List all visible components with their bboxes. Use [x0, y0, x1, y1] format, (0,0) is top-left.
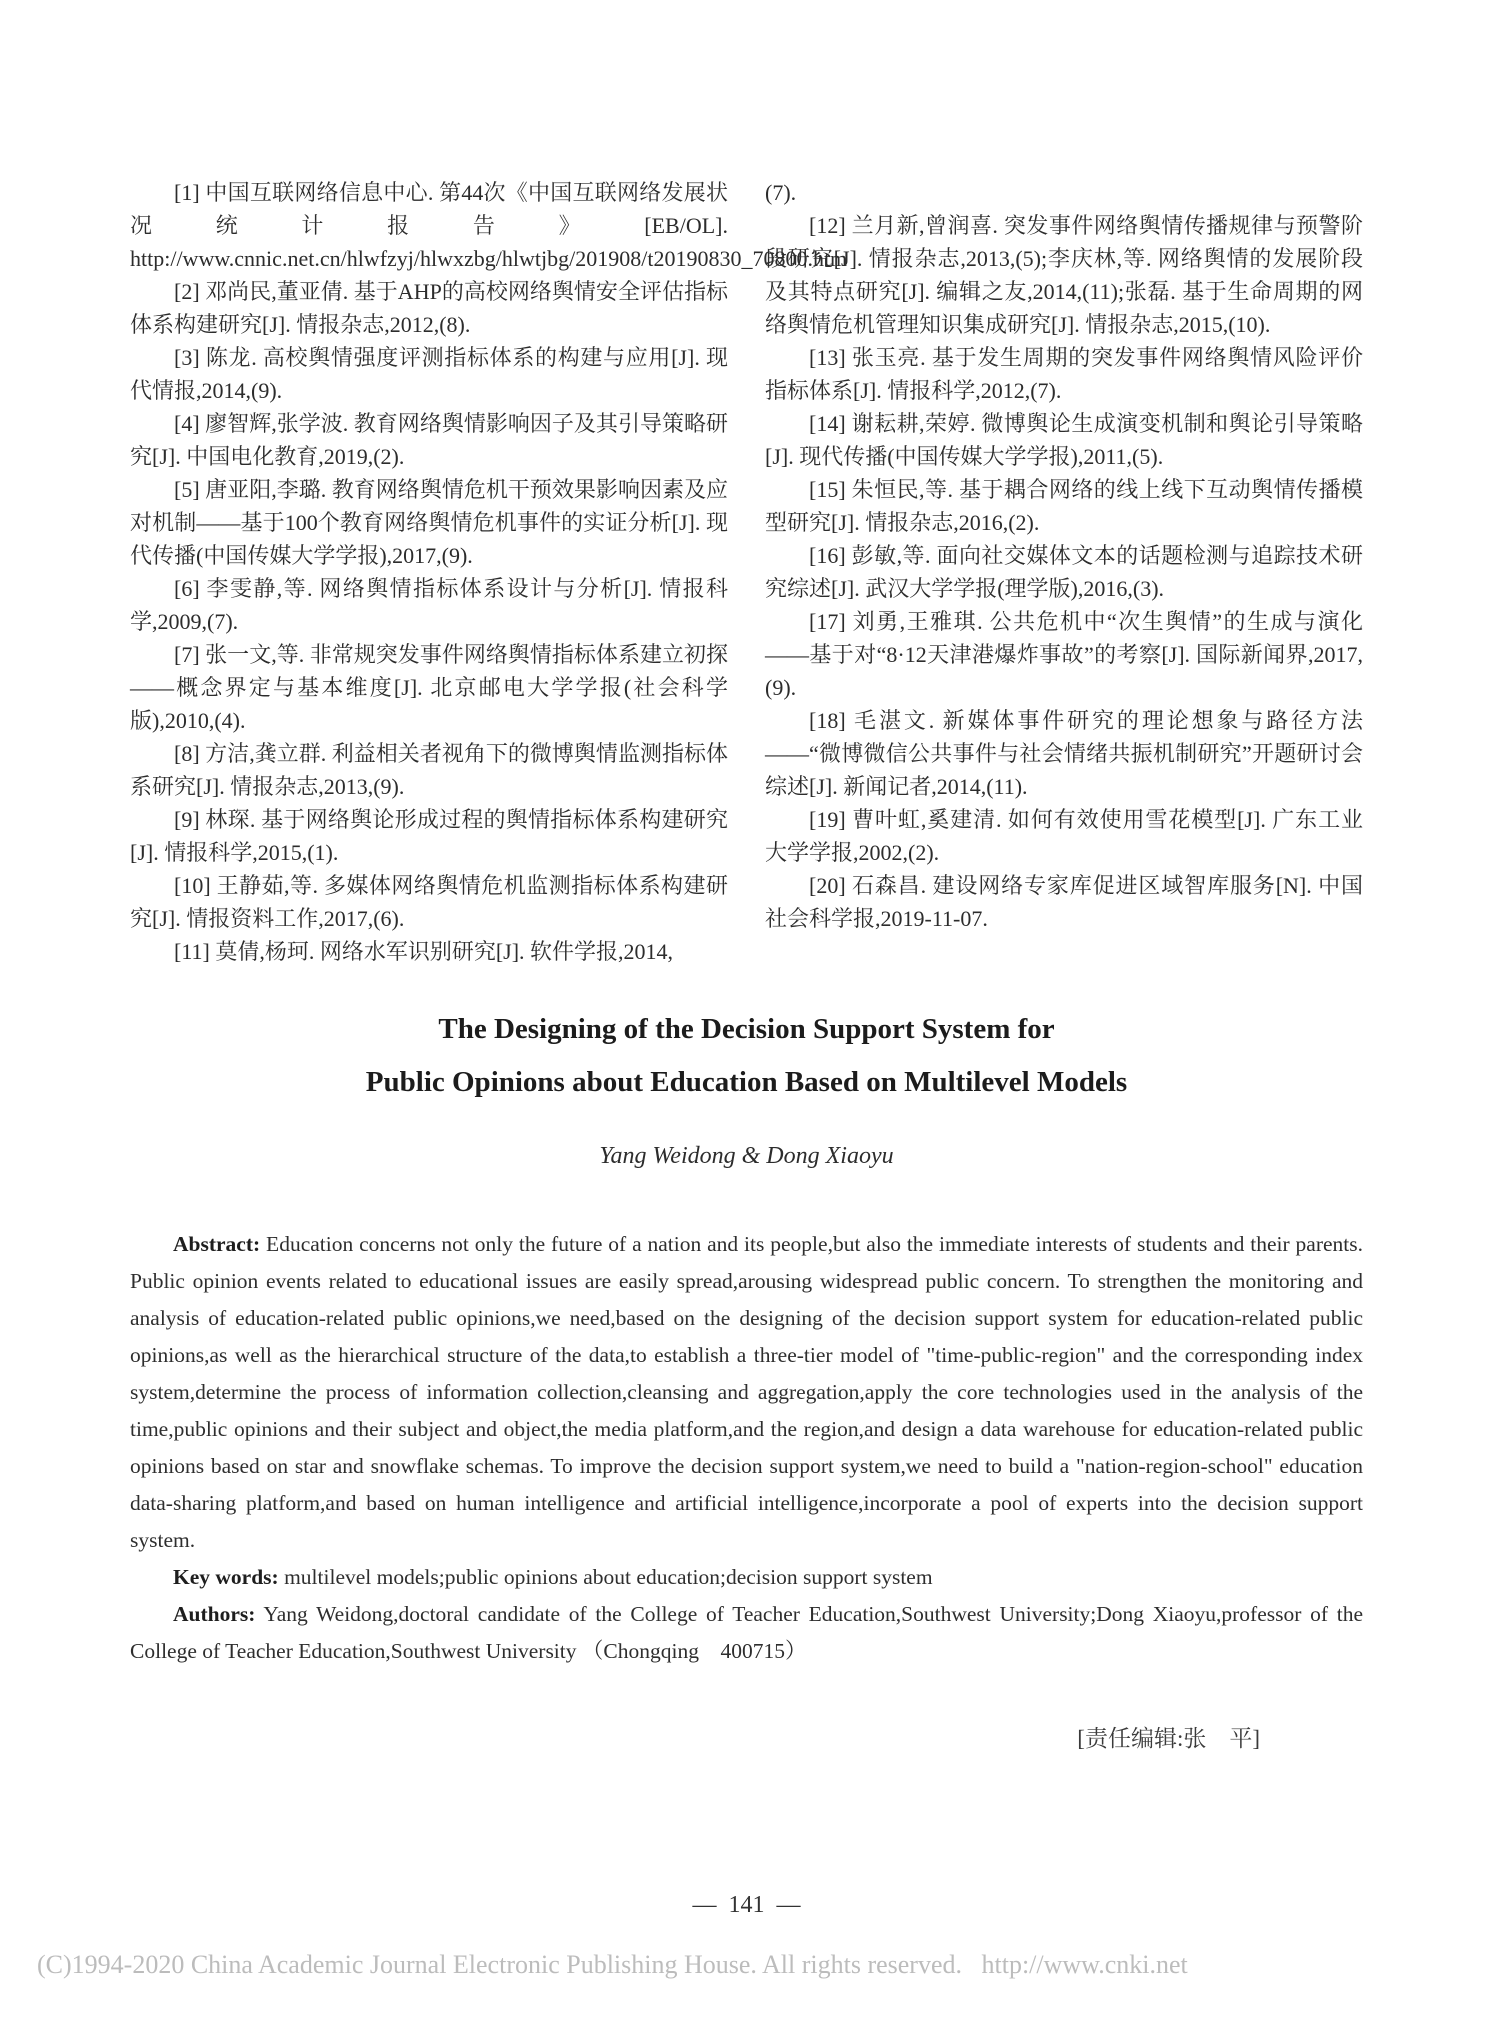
reference-item: [4] 廖智辉,张学波. 教育网络舆情影响因子及其引导策略研究[J]. 中国电化教育,2019,(2).	[130, 411, 728, 469]
keywords-label: Key words:	[173, 1565, 279, 1589]
reference-item: [6] 李雯静,等. 网络舆情指标体系设计与分析[J]. 情报科学,2009,(7).	[130, 576, 728, 634]
reference-item: [2] 邓尚民,董亚倩. 基于AHP的高校网络舆情安全评估指标体系构建研究[J]. 情报杂志,2012,(8).	[130, 279, 728, 337]
reference-item: [17] 刘勇,王雅琪. 公共危机中“次生舆情”的生成与演化——基于对“8·12天津港爆炸事故”的考察[J]. 国际新闻界,2017,(9).	[765, 609, 1363, 700]
article-byline: Yang Weidong & Dong Xiaoyu	[599, 1143, 894, 1169]
authors-label: Authors:	[173, 1602, 256, 1626]
reference-continuation: (7).	[765, 180, 797, 205]
reference-item: [8] 方洁,龚立群. 利益相关者视角下的微博舆情监测指标体系研究[J]. 情报杂志,2013,(9).	[130, 741, 728, 799]
reference-item: [5] 唐亚阳,李璐. 教育网络舆情危机干预效果影响因素及应对机制——基于100个教育网络舆情危机事件的实证分析[J]. 现代传播(中国传媒大学学报),2017,(9).	[130, 477, 728, 568]
keywords-text: multilevel models;public opinions about education;decision support system	[278, 1565, 933, 1589]
reference-item: [15] 朱恒民,等. 基于耦合网络的线上线下互动舆情传播模型研究[J]. 情报杂志,2016,(2).	[765, 477, 1363, 535]
reference-item: [14] 谢耘耕,荣婷. 微博舆论生成演变机制和舆论引导策略[J]. 现代传播(中国传媒大学学报),2011,(5).	[765, 411, 1363, 469]
abstract-text: Education concerns not only the future of a nation and its people,but also the immediate interests of students and their parents. Public opinion events related to educational issues are easily spread,arousing widespread public concern. To strengthen the monitoring and analysis of education-related public opinions,we need,based on the designing of the decision support system for education-related public opinions,as well as the hierarchical structure of the data,to establish a three-tier model of "time-public-region" and the corresponding index system,determine the process of information collection,cleansing and aggregation,apply the core technologies used in the analysis of the time,public opinions and their subject and object,the media platform,and the region,and design a data warehouse for education-related public opinions based on star and snowflake schemas. To improve the decision support system,we need to build a "nation-region-school" education data-sharing platform,and based on human intelligence and artificial intelligence,incorporate a pool of experts into the decision support system.	[130, 1232, 1363, 1552]
reference-item: [10] 王静茹,等. 多媒体网络舆情危机监测指标体系构建研究[J]. 情报资料工作,2017,(6).	[130, 873, 728, 931]
page-number: — 141 —	[692, 1892, 801, 1918]
title-line-1: The Designing of the Decision Support System for	[438, 1013, 1055, 1045]
keywords-paragraph	[130, 1559, 1363, 1596]
references-section	[130, 176, 1363, 968]
reference-item: [18] 毛湛文. 新媒体事件研究的理论想象与路径方法——“微博微信公共事件与社会情绪共振机制研究”开题研讨会综述[J]. 新闻记者,2014,(11).	[765, 708, 1363, 799]
authors-text: Yang Weidong,doctoral candidate of the College of Teacher Education,Southwest University;Dong Xiaoyu,professor of the College of Teacher Education,Southwest University （Chongqing 400715）	[130, 1602, 1363, 1663]
reference-item: [11] 莫倩,杨珂. 网络水军识别研究[J]. 软件学报,2014,	[174, 939, 674, 964]
editor-note: [责任编辑:张 平]	[1077, 1726, 1260, 1751]
references-column-right	[765, 176, 1363, 968]
reference-item: [16] 彭敏,等. 面向社交媒体文本的话题检测与追踪技术研究综述[J]. 武汉大学学报(理学版),2016,(3).	[765, 543, 1363, 601]
reference-item: [3] 陈龙. 高校舆情强度评测指标体系的构建与应用[J]. 现代情报,2014,(9).	[130, 345, 728, 403]
reference-item: [12] 兰月新,曾润喜. 突发事件网络舆情传播规律与预警阶段研究[J]. 情报杂志,2013,(5);李庆林,等. 网络舆情的发展阶段及其特点研究[J]. 编辑之友,2014,(11);张磊. 基于生命周期的网络舆情危机管理知识集成研究[J]. 情报杂志,2015,(10).	[765, 213, 1363, 337]
authors-paragraph	[130, 1596, 1363, 1670]
abstract-label: Abstract:	[173, 1232, 261, 1256]
title-line-2: Public Opinions about Education Based on Multilevel Models	[365, 1066, 1128, 1098]
article-title	[130, 1003, 1363, 1109]
reference-item: [7] 张一文,等. 非常规突发事件网络舆情指标体系建立初探——概念界定与基本维度[J]. 北京邮电大学学报(社会科学版),2010,(4).	[130, 642, 728, 733]
abstract-paragraph	[130, 1226, 1363, 1559]
reference-item: [19] 曹叶虹,奚建清. 如何有效使用雪花模型[J]. 广东工业大学学报,2002,(2).	[765, 807, 1363, 865]
article-meta-section	[130, 1226, 1363, 1670]
references-column-left	[130, 176, 848, 968]
reference-item: [20] 石森昌. 建设网络专家库促进区域智库服务[N]. 中国社会科学报,2019-11-07.	[765, 873, 1363, 931]
reference-item: [9] 林琛. 基于网络舆论形成过程的舆情指标体系构建研究[J]. 情报科学,2015,(1).	[130, 807, 728, 865]
copyright-watermark: (C)1994-2020 China Academic Journal Electronic Publishing House. All rights reserved. http://www.cnki.net	[37, 1950, 1188, 1979]
reference-item: [13] 张玉亮. 基于发生周期的突发事件网络舆情风险评价指标体系[J]. 情报科学,2012,(7).	[765, 345, 1363, 403]
reference-item: [1] 中国互联网络信息中心. 第44次《中国互联网络发展状况统计报告》[EB/OL]. http://www.cnnic.net.cn/hlwfzyj/hlwxzbg/hlwtjbg/201908/t20190830_70800.htm	[130, 180, 848, 271]
